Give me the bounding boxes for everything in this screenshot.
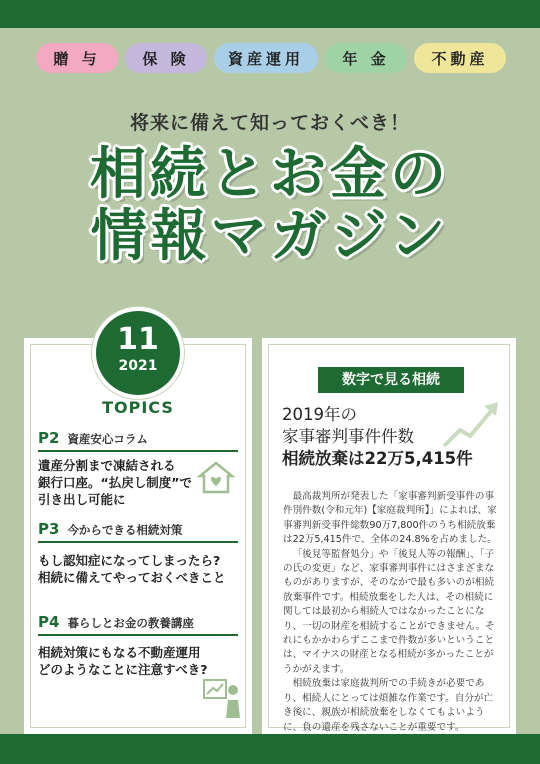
person-with-chart-icon: [202, 676, 242, 720]
section-p2-header[interactable]: [38, 428, 238, 452]
tag-insurance[interactable]: 保 険: [125, 43, 207, 73]
headline-line: 相続放棄は22万5,415件: [282, 449, 473, 468]
issue-number: 11: [117, 322, 159, 357]
body-paragraph: 「後見等監督処分」や「後見人等の報酬」、「子の氏の変更」など、家事審判事件にはさまざまなものがありますが、そのなかで最も多いのが相続放棄事件です。相続放棄をした人は、その相続に関しては最初から相続人ではなかったことになり、一切の財産を相続することができません。それにもかかわらずここまで件数が多いということは、マイナスの財産となる相続が多かったことがうかがえます。: [283, 548, 495, 675]
title-line-1: 相続とお金の: [90, 142, 450, 207]
issue-year: 2021: [118, 358, 158, 374]
kicker-text: 将来に備えて知っておくべき！: [129, 112, 410, 134]
headline-line: 家事審判事件件数: [282, 427, 414, 446]
section-line: もし認知症になってしまったら?: [38, 553, 221, 568]
section-p3-header[interactable]: [38, 519, 238, 543]
section-line: 遺産分割まで凍結される: [38, 458, 176, 473]
bottom-band: [0, 734, 540, 764]
section-page: P4: [38, 613, 60, 631]
section-line: 銀行口座。“払戻し制度”で: [38, 475, 192, 490]
headline-line: 2019年の: [282, 405, 357, 424]
section-name: 暮らしとお金の教養講座: [67, 616, 194, 630]
feature-body: [283, 490, 501, 735]
feature-label: 数字で見る相続: [318, 367, 464, 393]
tag-pension[interactable]: 年 金: [325, 43, 407, 73]
section-name: 今からできる相続対策: [67, 523, 183, 537]
section-p3-body: [38, 552, 248, 586]
feature-headline: [282, 404, 512, 470]
section-p4-body: [38, 644, 248, 678]
issue-badge: [92, 307, 184, 399]
topics-heading: TOPICS: [102, 398, 174, 417]
section-name: 資産安心コラム: [67, 432, 148, 446]
section-line: どのようなことに注意すべき?: [38, 662, 208, 677]
house-icon: [196, 460, 236, 494]
section-page: P2: [38, 429, 60, 447]
top-band: [0, 0, 540, 28]
category-tags: [36, 43, 506, 73]
tag-asset-management[interactable]: 資産運用: [214, 43, 318, 73]
body-paragraph: 最高裁判所が発表した「家事審判新受事件の事件別件数(令和元年)【家庭裁判所】」によれば、家事審判新受事件総数90万7,800件のうち相続放棄は22万5,415件で、全体の24.8%を占めました。: [283, 491, 497, 546]
tag-gift[interactable]: 贈 与: [36, 43, 118, 73]
section-line: 引き出し可能に: [38, 492, 126, 507]
section-line: 相続対策にもなる不動産運用: [38, 645, 201, 660]
section-line: 相続に備えてやっておくべきこと: [38, 570, 226, 585]
tag-real-estate[interactable]: 不動産: [414, 43, 506, 73]
section-page: P3: [38, 520, 60, 538]
title-line-2: 情報マガジン: [90, 204, 450, 269]
body-paragraph: 相続放棄は家庭裁判所での手続きが必要であり、相続人にとっては煩雑な作業です。自分が亡き後に、親族が相続放棄をしなくてもよいように、負の遺産を残さないことが重要です。: [283, 678, 494, 733]
section-p4-header[interactable]: [38, 612, 238, 636]
